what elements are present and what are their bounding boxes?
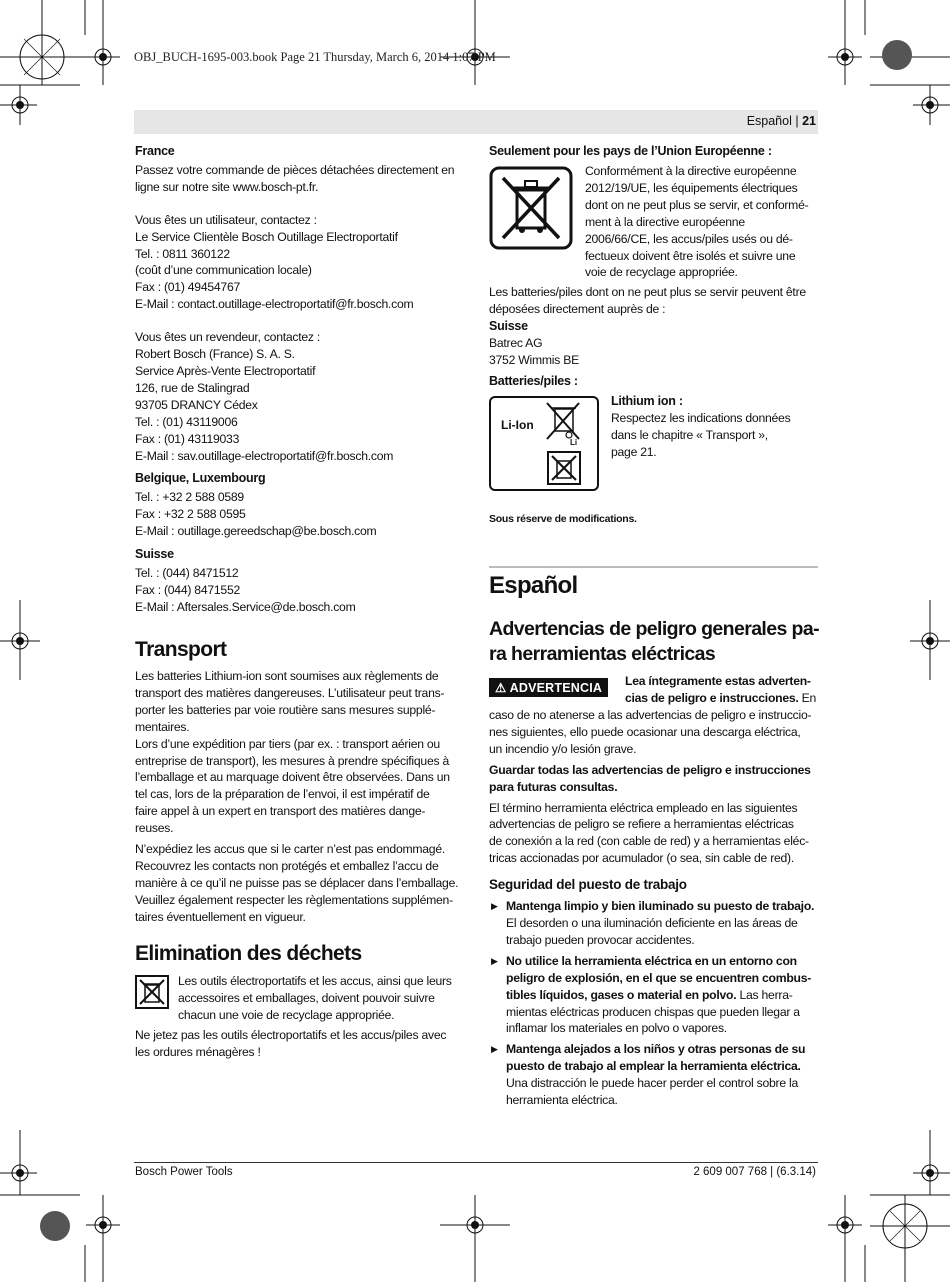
warning-badge-label: ADVERTENCIA [509,681,603,695]
text-line: E-Mail : contact.outillage-electroportatif@fr.bosch.com [135,297,414,312]
text-line: accessoires et emballages, doivent pouvoir suivre [178,990,435,1005]
batteries-heading: Batteries/piles : [489,373,578,388]
crossed-bin-icon [547,451,581,485]
text-line: peligro de explosión, en el que se encuentren combus- [506,970,812,985]
text-line: transport des matières dangereuses. L’utilisateur peut trans- [135,685,445,700]
text-line: Guardar todas las advertencias de peligro e instrucciones [489,762,811,777]
text-line: E-Mail : outillage.gereedschap@be.bosch.com [135,524,377,539]
text-line: taires éventuellement en vigueur. [135,909,306,924]
text-line: ment à la directive européenne [585,214,745,229]
subtitle-line: Advertencias de peligro generales pa- [489,618,820,640]
text-line: ▶ Mantenga limpio y bien iluminado su puesto de trabajo. [506,899,815,914]
text-line: Fax : +32 2 588 0595 [135,507,246,522]
text-line-tail: Las herra- [736,987,793,1002]
bullet-item [489,898,819,949]
text-line: ▶ No utilice la herramienta eléctrica en un entorno con [506,953,797,968]
page-number: 21 [802,114,816,128]
espanol-subtitle [489,617,819,667]
bullet-item [489,953,819,1038]
text-line: inflamar los materiales en polvo o vapores. [506,1021,727,1036]
warning-intro [625,673,820,707]
text-line-tail: En [798,690,817,705]
belgique-heading: Belgique, Luxembourg [135,471,266,486]
france-heading: France [135,144,175,158]
text-line: Vous êtes un utilisateur, contactez : [135,212,317,227]
left-column [135,143,465,616]
print-header: OBJ_BUCH-1695-003.book Page 21 Thursday, March 6, 2014 1:07 PM [134,50,496,64]
text-line: Recouvrez les contacts non protégés et emballez l’accu de [135,858,439,873]
page-header-bar [134,110,818,134]
text-line: page 21. [611,444,657,459]
text-line: Lors d’une expédition par tiers (par ex. : transport aérien ou [135,736,440,751]
text-line-bold: cias de peligro e instrucciones. [625,690,799,705]
text-line: manière à ce qu’il ne puisse pas se déplacer dans l’emballage. [135,875,459,890]
text-line: Le Service Clientèle Bosch Outillage Electroportatif [135,229,398,244]
text-line: Lea íntegramente estas adverten- [625,674,811,688]
text-line: mientas eléctricas producen chispas que pueden llegar a [506,1004,800,1019]
text-line: Tel. : (01) 43119006 [135,414,238,429]
text-line: chacun une voie de recyclage appropriée. [178,1007,395,1022]
bullet-item [489,1041,819,1109]
footer-right: 2 609 007 768 | (6.3.14) [693,1166,816,1178]
text-line: N’expédiez les accus que si le carter n’est pas endommagé. [135,842,445,857]
warning-badge-box [489,678,608,697]
elimination-heading: Elimination des déchets [135,942,362,965]
li-sub-label: Li [570,438,578,447]
reserve-note: Sous réserve de modifications. [489,513,637,525]
text-line: déposées directement auprès de : [489,301,666,316]
text-line: Passez votre commande de pièces détachées directement en [135,162,455,177]
text-line: Una distracción le puede hacer perder el control sobre la [506,1076,798,1091]
weee-bin-icon [489,166,573,250]
text-line: tel cas, lors de la préparation de l’envoi, il est impératif de [135,787,430,802]
text-line: 2006/66/CE, les accus/piles usés ou dé- [585,231,793,246]
text-line: de conexión a la red (con cable de red) y a herramientas eléc- [489,834,809,849]
seguridad-heading: Seguridad del puesto de trabajo [489,877,687,893]
text-line: entreprise de transport), les mesures à prendre spécifiques à [135,753,449,768]
text-line: Les outils électroportatifs et les accus, ainsi que leurs [178,974,452,988]
text-line: Tel. : +32 2 588 0589 [135,490,244,505]
elimination-icon-text [178,973,468,1024]
page-header [747,114,816,128]
eu-body [489,284,819,389]
text-line: Conformément à la directive européenne [585,164,797,178]
text-line: faire appel à un expert en transport des matières dange- [135,804,426,819]
warning-badge [489,678,608,697]
text-line: Respectez les indications données [611,410,791,425]
eu-suisse-heading: Suisse [489,318,528,333]
warning-triangle-icon: ⚠ [495,681,507,695]
text-line: caso de no atenerse a las advertencias de peligro e instruccio- [489,708,812,722]
text-line: El desorden o una iluminación deficiente en las áreas de [506,915,798,930]
section-rule [489,566,818,568]
li-ion-label: Li-Ion [501,418,534,432]
text-line: fectueux doivent être isolés et suivre une [585,248,796,263]
li-ion-symbol-box [489,396,599,491]
text-line: 126, rue de Stalingrad [135,380,250,395]
text-line: 2012/19/UE, les équipements électriques [585,180,798,195]
text-line-bold: tibles líquidos, gases o material en polvo. [506,987,737,1002]
text-line: trabajo pueden provocar accidentes. [506,932,695,947]
text-line: (coût d’une communication locale) [135,263,312,278]
text-line: ▶ Mantenga alejados a los niños y otras personas de su [506,1042,806,1057]
text-line: 3752 Wimmis BE [489,352,579,367]
text-line: l’emballage et au marquage doivent être observées. Dans un [135,770,450,785]
text-line: El término herramienta eléctrica empleado en las siguientes [489,800,798,815]
transport-heading: Transport [135,638,227,661]
transport-body [135,668,465,926]
text-line: dont on ne peut plus se servir, et conformé- [585,197,809,212]
text-line: Les batteries/piles dont on ne peut plus se servir peuvent être [489,285,806,299]
text-line: advertencias de peligro se refiere a herramientas eléctricas [489,817,794,832]
text-line: Vous êtes un revendeur, contactez : [135,330,321,345]
text-line: tricas accionadas por acumulador (o sea, sin cable de red). [489,851,794,866]
text-line: puesto de trabajo al emplear la herramienta eléctrica. [506,1059,801,1074]
text-line: Les batteries Lithium-ion sont soumises aux règlements de [135,669,439,683]
header-separator: | [795,114,799,128]
text-line: Batrec AG [489,335,543,350]
text-line: E-Mail : sav.outillage-electroportatif@fr.bosch.com [135,448,394,463]
text-line: Fax : (044) 8471552 [135,582,241,597]
text-line: E-Mail : Aftersales.Service@de.bosch.com [135,599,356,614]
lithium-heading: Lithium ion : [611,394,683,408]
text-line: porter les batteries par voie routière sans mesures supplé- [135,702,436,717]
text-line: Tel. : 0811 360122 [135,246,230,261]
subtitle-line: ra herramientas eléctricas [489,643,716,665]
text-line: 93705 DRANCY Cédex [135,397,258,412]
header-language: Español [746,114,792,128]
eu-heading: Seulement pour les pays de l’Union Européenne : [489,144,772,158]
text-line: nes siguientes, ello puede ocasionar una descarga eléctrica, [489,724,801,739]
lithium-text [611,393,821,461]
crossed-bin-icon [135,975,169,1009]
text-line: Fax : (01) 49454767 [135,280,241,295]
crossed-battery-bin-icon [545,401,583,443]
text-line: ligne sur notre site www.bosch-pt.fr. [135,179,319,194]
text-line: un incendio y/o lesión grave. [489,741,637,756]
text-line: Fax : (01) 43119033 [135,431,240,446]
text-line: herramienta eléctrica. [506,1093,618,1108]
text-line: para futuras consultas. [489,779,618,794]
text-line: voie de recyclage appropriée. [585,265,738,280]
text-line: dans le chapitre « Transport », [611,427,768,442]
text-line: Tel. : (044) 8471512 [135,565,239,580]
text-line: mentaires. [135,719,190,734]
text-line: reuses. [135,821,174,836]
text-line: les ordures ménagères ! [135,1044,261,1059]
elimination-body [135,1027,465,1061]
footer-left: Bosch Power Tools [135,1166,233,1178]
text-line: Veuillez également respecter les règlementations supplémen- [135,892,453,907]
espanol-title: Español [489,572,578,599]
text-line: Ne jetez pas les outils électroportatifs et les accus/piles avec [135,1028,447,1042]
text-line: Robert Bosch (France) S. A. S. [135,347,295,362]
suisse-heading: Suisse [135,547,174,562]
text-line: Service Après-Vente Electroportatif [135,363,316,378]
warning-body [489,707,819,1109]
footer-rule [134,1162,818,1163]
eu-icon-text [585,163,820,281]
